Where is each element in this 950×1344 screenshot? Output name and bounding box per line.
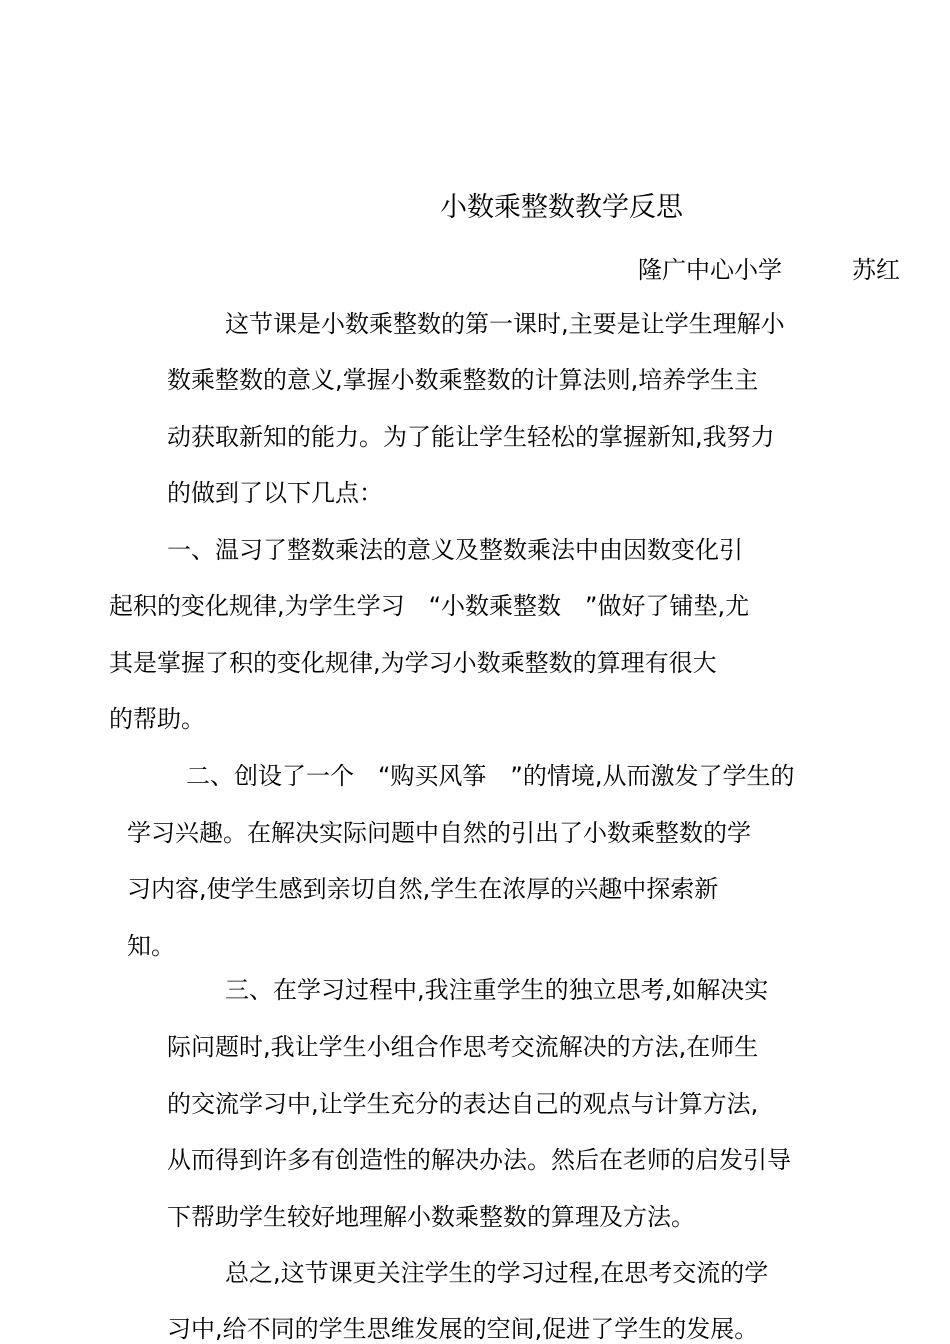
document-title: 小数乘整数教学反思: [440, 192, 683, 223]
paragraph-line: 际问题时,我让学生小组合作思考交流解决的方法,在师生: [167, 1033, 759, 1061]
paragraph-line: 一、温习了整数乘法的意义及整数乘法中由因数变化引: [167, 536, 743, 564]
paragraph-line: 习中,给不同的学生思维发展的空间,促进了学生的发展。: [167, 1315, 759, 1343]
paragraph-line: 三、在学习过程中,我注重学生的独立思考,如解决实: [225, 976, 769, 1004]
paragraph-line: 动获取新知的能力。为了能让学生轻松的掌握新知,我努力: [167, 423, 775, 451]
paragraph-line: 知。: [127, 932, 175, 960]
paragraph-line: 二、创设了一个 “购买风筝 ”的情境,从而激发了学生的: [186, 762, 795, 790]
paragraph-line: 的做到了以下几点：: [167, 479, 383, 507]
paragraph-line: 下帮助学生较好地理解小数乘整数的算理及方法。: [167, 1203, 695, 1231]
paragraph-line: 的帮助。: [109, 705, 205, 733]
paragraph-line: 这节课是小数乘整数的第一课时,主要是让学生理解小: [225, 310, 785, 338]
paragraph-line: 其是掌握了积的变化规律,为学习小数乘整数的算理有很大: [109, 649, 717, 677]
paragraph-line: 学习兴趣。在解决实际问题中自然的引出了小数乘整数的学: [127, 819, 751, 847]
paragraph-line: 的交流学习中,让学生充分的表达自己的观点与计算方法,: [167, 1090, 759, 1118]
author-name: 苏红: [852, 256, 900, 284]
paragraph-line: 数乘整数的意义,掌握小数乘整数的计算法则,培养学生主: [167, 366, 759, 394]
paragraph-line: 从而得到许多有创造性的解决办法。然后在老师的启发引导: [167, 1146, 791, 1174]
author-school: 隆广中心小学: [638, 256, 782, 284]
paragraph-line: 起积的变化规律,为学生学习 “小数乘整数 ”做好了铺垫,尤: [109, 592, 750, 620]
paragraph-line: 总之,这节课更关注学生的学习过程,在思考交流的学: [225, 1259, 769, 1287]
paragraph-line: 习内容,使学生感到亲切自然,学生在浓厚的兴趣中探索新: [127, 875, 719, 903]
